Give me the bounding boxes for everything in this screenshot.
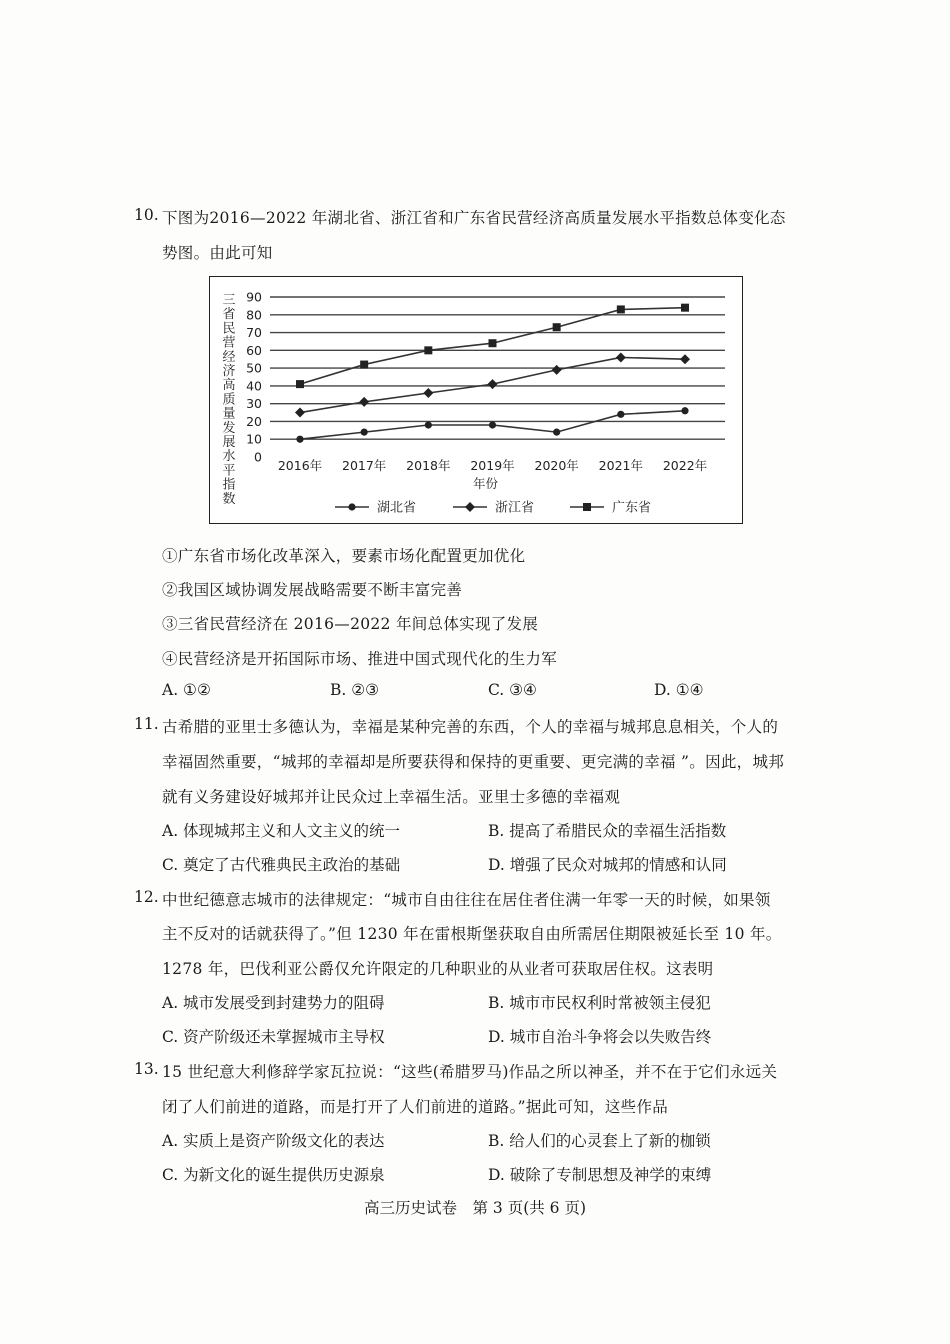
x-tick-label: 2022年 <box>662 458 708 473</box>
q13-line1: 15 世纪意大利修辞学家瓦拉说：“这些(希腊罗马)作品之所以神圣，并不在于它们永远关 <box>162 1063 778 1081</box>
q11-line1: 古希腊的亚里士多德认为，幸福是某种完善的东西，个人的幸福与城邦息息相关，个人的 <box>162 718 779 736</box>
page-footer: 高三历史试卷 第 3 页(共 6 页) <box>363 1199 587 1217</box>
q10-option-a[interactable]: A. ①② <box>162 681 211 699</box>
x-tick-label: 2018年 <box>406 458 451 473</box>
q10-statement-4: ④民营经济是开拓国际市场、推进中国式现代化的生力军 <box>162 650 558 668</box>
ylabel-char: 民 <box>222 321 236 337</box>
line-chart <box>209 276 743 524</box>
data-point <box>423 388 433 398</box>
data-point <box>488 379 498 389</box>
q10-statement-1: ①广东省市场化改革深入，要素市场化配置更加优化 <box>162 547 526 565</box>
q10-stem-line1: 下图为2016—2022 年湖北省、浙江省和广东省民营经济高质量发展水平指数总体变化态 <box>162 209 786 227</box>
y-tick-label: 20 <box>246 413 262 429</box>
ylabel-char: 省 <box>222 307 236 323</box>
x-tick-label: 2019年 <box>470 458 515 473</box>
q11-number: 11. <box>134 715 159 733</box>
data-point <box>552 365 562 375</box>
q11-option-c[interactable]: C. 奠定了古代雅典民主政治的基础 <box>162 856 401 874</box>
x-tick-label: 2016年 <box>277 458 323 473</box>
x-axis-label: 年份 <box>472 476 499 491</box>
data-point <box>424 346 432 354</box>
data-point <box>616 352 626 362</box>
legend-marker <box>465 502 475 512</box>
y-tick-label: 80 <box>246 307 262 323</box>
q10-option-b[interactable]: B. ②③ <box>330 681 380 699</box>
q13-line2: 闭了人们前进的道路，而是打开了人们前进的道路。”据此可知，这些作品 <box>162 1098 669 1116</box>
q12-line3: 1278 年，巴伐利亚公爵仅允许限定的几种职业的从业者可获取居住权。这表明 <box>162 960 714 978</box>
data-point <box>617 305 625 313</box>
y-tick-label: 10 <box>246 431 262 447</box>
data-point <box>617 411 624 418</box>
legend-label: 广东省 <box>612 500 652 516</box>
q13-option-d[interactable]: D. 破除了专制思想及神学的束缚 <box>488 1166 712 1184</box>
legend-marker <box>348 503 355 510</box>
q10-number: 10. <box>134 206 159 224</box>
ylabel-char: 展 <box>222 435 236 450</box>
ylabel-char: 量 <box>222 406 236 422</box>
y-tick-label: 40 <box>246 378 262 394</box>
ylabel-char: 平 <box>222 463 236 479</box>
q12-option-d[interactable]: D. 城市自治斗争将会以失败告终 <box>488 1028 712 1046</box>
ylabel-char: 质 <box>222 392 236 408</box>
x-tick-label: 2020年 <box>534 458 579 473</box>
data-point <box>425 421 432 428</box>
ylabel-char: 指 <box>222 477 236 493</box>
ylabel-char: 营 <box>222 335 236 351</box>
data-point <box>296 436 303 443</box>
ylabel-char: 水 <box>222 449 236 465</box>
legend-label: 浙江省 <box>495 500 535 516</box>
data-point <box>296 380 304 388</box>
data-point <box>489 339 497 347</box>
data-point <box>553 323 561 331</box>
q12-line2: 主不反对的话就获得了。”但 1230 年在雷根斯堡获取自由所需居住期限被延长至 10 年。 <box>162 925 782 943</box>
y-tick-label: 0 <box>254 449 262 465</box>
ylabel-char: 发 <box>222 420 236 436</box>
q13-option-c[interactable]: C. 为新文化的诞生提供历史源泉 <box>162 1166 385 1184</box>
data-point <box>681 304 689 312</box>
q11-line2: 幸福固然重要，“城邦的幸福却是所要获得和保持的更重要、更完满的幸福 ”。因此，城邦 <box>162 753 785 771</box>
q11-option-a[interactable]: A. 体现城邦主义和人文主义的统一 <box>162 822 401 840</box>
q10-stem-line2: 势图。由此可知 <box>162 244 273 262</box>
y-tick-label: 50 <box>246 360 262 376</box>
q12-number: 12. <box>134 888 159 906</box>
q12-option-c[interactable]: C. 资产阶级还未掌握城市主导权 <box>162 1028 385 1046</box>
q10-option-c[interactable]: C. ③④ <box>488 681 537 699</box>
data-point <box>360 361 368 369</box>
data-point <box>553 429 560 436</box>
legend-label: 湖北省 <box>377 500 417 516</box>
q10-statement-3: ③三省民营经济在 2016—2022 年间总体实现了发展 <box>162 615 539 633</box>
data-point <box>489 421 496 428</box>
y-tick-label: 30 <box>246 396 262 412</box>
data-point <box>681 407 688 414</box>
chart-svg <box>210 277 744 525</box>
q12-option-b[interactable]: B. 城市市民权利时常被领主侵犯 <box>488 994 711 1012</box>
q12-line1: 中世纪德意志城市的法律规定：“城市自由往往在居住者住满一年零一天的时候，如果领 <box>162 891 771 909</box>
y-tick-label: 70 <box>246 325 262 341</box>
q13-option-b[interactable]: B. 给人们的心灵套上了新的枷锁 <box>488 1132 711 1150</box>
q11-option-b[interactable]: B. 提高了希腊民众的幸福生活指数 <box>488 822 727 840</box>
ylabel-char: 数 <box>222 491 236 507</box>
data-point <box>359 397 369 407</box>
legend-marker <box>583 503 591 511</box>
data-point <box>361 429 368 436</box>
data-point <box>680 354 690 364</box>
ylabel-char: 济 <box>222 364 236 379</box>
q12-option-a[interactable]: A. 城市发展受到封建势力的阻碍 <box>162 994 385 1012</box>
ylabel-char: 三 <box>222 293 236 308</box>
q13-number: 13. <box>134 1060 159 1078</box>
ylabel-char: 高 <box>222 378 236 394</box>
y-tick-label: 90 <box>246 289 262 305</box>
ylabel-char: 经 <box>222 349 236 365</box>
x-tick-label: 2017年 <box>342 458 387 473</box>
y-tick-label: 60 <box>246 342 262 358</box>
q10-statement-2: ②我国区域协调发展战略需要不断丰富完善 <box>162 581 463 599</box>
q11-line3: 就有义务建设好城邦并让民众过上幸福生活。亚里士多德的幸福观 <box>162 788 621 806</box>
q11-option-d[interactable]: D. 增强了民众对城邦的情感和认同 <box>488 856 727 874</box>
data-point <box>295 408 305 418</box>
q13-option-a[interactable]: A. 实质上是资产阶级文化的表达 <box>162 1132 385 1150</box>
x-tick-label: 2021年 <box>598 458 643 473</box>
q10-option-d[interactable]: D. ①④ <box>654 681 704 699</box>
